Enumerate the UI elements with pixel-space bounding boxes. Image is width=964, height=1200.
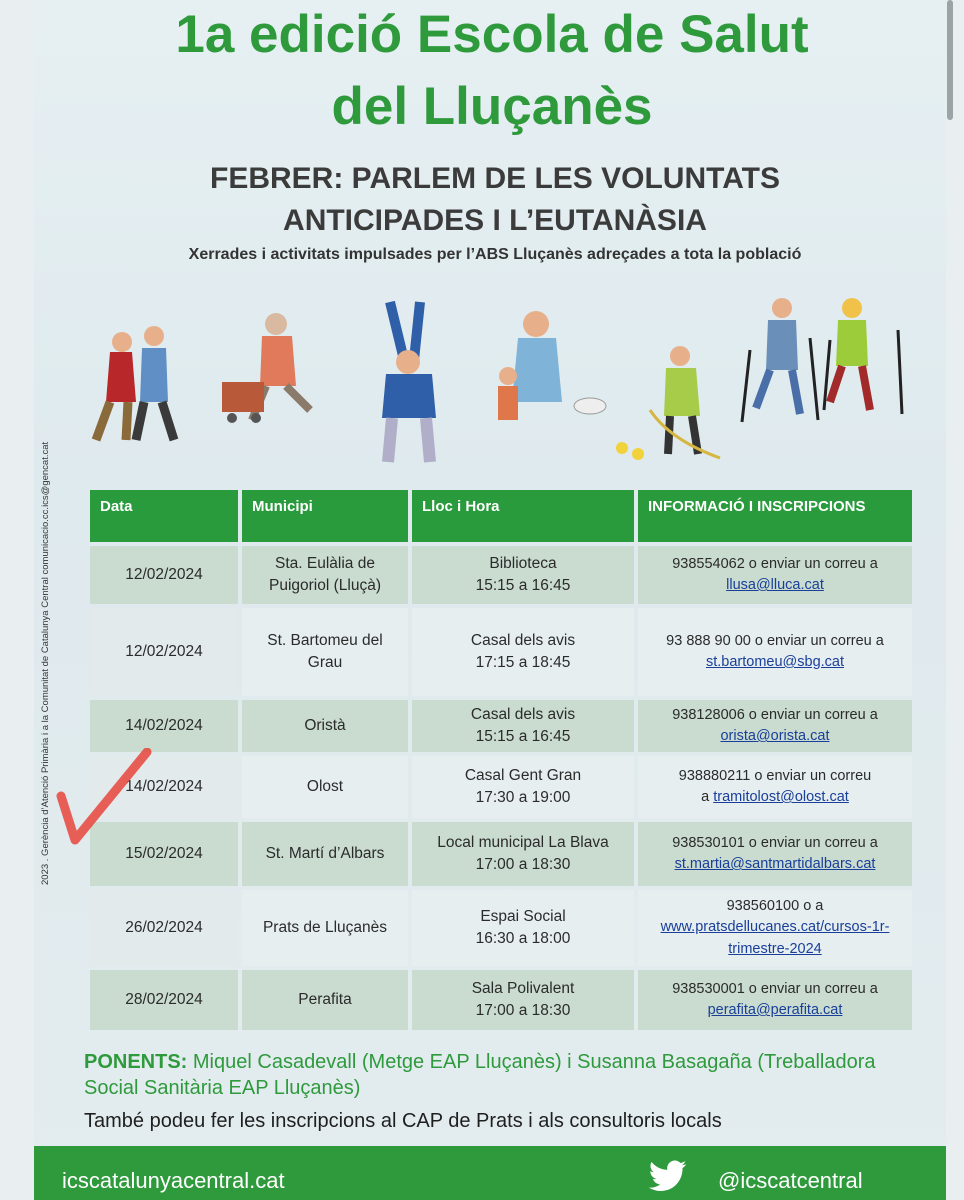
elderly-activities-illustration xyxy=(70,290,920,470)
email-link[interactable]: llusa@lluca.cat xyxy=(726,577,824,593)
info-text: 938530101 o enviar un correu a xyxy=(672,834,878,851)
email-link[interactable]: st.bartomeu@sbg.cat xyxy=(705,654,845,670)
column-header-date: Data xyxy=(90,490,238,542)
cell-municipi: Oristà xyxy=(242,700,408,752)
email-link[interactable]: st.martia@santmartidalbars.cat xyxy=(674,856,876,872)
table-row xyxy=(90,546,912,604)
municipi-line: Sta. Eulàlia de xyxy=(275,554,375,572)
time-text: 16:30 a 18:00 xyxy=(475,930,571,947)
email-link[interactable]: orista@orista.cat xyxy=(720,728,830,744)
speakers-label: PONENTS: xyxy=(84,1051,188,1073)
cell-municipi xyxy=(242,608,408,696)
cell-municipi: Olost xyxy=(242,756,408,818)
footer-website-link[interactable]: icscatalunyacentral.cat xyxy=(62,1168,285,1193)
gardener-figure xyxy=(616,346,720,460)
cell-info xyxy=(638,700,912,752)
column-header-info: INFORMACIÓ I INSCRIPCIONS xyxy=(638,490,912,542)
cell-info xyxy=(638,756,912,818)
time-text: 15:15 a 16:45 xyxy=(475,728,571,745)
email-link[interactable]: tramitolost@olost.cat xyxy=(713,789,849,805)
woman-child-dog-figure xyxy=(498,311,606,420)
time-text: 17:15 a 18:45 xyxy=(475,654,571,671)
info-text: 938128006 o enviar un correu a xyxy=(672,706,878,723)
cell-info xyxy=(638,890,912,966)
time-text: 17:00 a 18:30 xyxy=(475,1002,571,1019)
speakers-names: Miquel Casadevall (Metge EAP Lluçanès) i Susanna Basagaña (Treballadora Social Sanitària EAP Lluçanès) xyxy=(84,1051,876,1099)
info-text: 938554062 o enviar un correu a xyxy=(672,555,878,572)
poster-title-line1: 1a edició Escola de Salut xyxy=(175,5,809,64)
footer-bar xyxy=(34,1146,946,1200)
municipi-line: Puigoriol (Lluçà) xyxy=(269,577,381,594)
cell-municipi: St. Martí d’Albars xyxy=(242,822,408,886)
info-text: 93 888 90 00 o enviar un correu a xyxy=(666,632,884,649)
cell-lloc-hora xyxy=(412,890,634,966)
place-text: Sala Polivalent xyxy=(471,979,575,997)
table-header-row xyxy=(90,490,912,542)
cell-date: 15/02/2024 xyxy=(90,822,238,886)
stretching-man-figure xyxy=(382,302,436,462)
info-text: a xyxy=(701,789,714,805)
cell-lloc-hora xyxy=(412,546,634,604)
time-text: 15:15 a 16:45 xyxy=(475,577,571,594)
cell-info xyxy=(638,608,912,696)
info-text: 938880211 o enviar un correu xyxy=(678,767,872,784)
place-text: Biblioteca xyxy=(489,554,557,572)
cell-info xyxy=(638,546,912,604)
cell-lloc-hora xyxy=(412,822,634,886)
time-text: 17:00 a 18:30 xyxy=(475,856,571,873)
speakers-text xyxy=(84,1050,924,1101)
cell-date: 12/02/2024 xyxy=(90,546,238,604)
table-row xyxy=(90,822,912,886)
cell-info xyxy=(638,822,912,886)
scrollbar-thumb[interactable] xyxy=(947,0,953,120)
place-text: Casal dels avis xyxy=(470,631,576,649)
elderly-couple-figure xyxy=(96,326,174,440)
cell-date: 28/02/2024 xyxy=(90,970,238,1030)
website-link-continued[interactable]: trimestre-2024 xyxy=(728,940,822,957)
cell-lloc-hora xyxy=(412,608,634,696)
woman-with-cart-figure xyxy=(222,313,310,423)
info-text: 938560100 o a xyxy=(726,898,824,915)
place-text: Espai Social xyxy=(480,907,566,925)
cell-lloc-hora xyxy=(412,756,634,818)
table-row xyxy=(90,756,912,818)
table-row xyxy=(90,970,912,1030)
time-text: 17:30 a 19:00 xyxy=(475,789,571,806)
cell-date: 14/02/2024 xyxy=(90,756,238,818)
poster-tagline: Xerrades i activitats impulsades per l’ABS Lluçanès adreçades a tota la població xyxy=(188,246,802,263)
cell-municipi: Perafita xyxy=(242,970,408,1030)
cell-date: 14/02/2024 xyxy=(90,700,238,752)
place-text: Local municipal La Blava xyxy=(437,833,609,851)
column-header-municipi: Municipi xyxy=(242,490,408,542)
column-header-lloc-hora: Lloc i Hora xyxy=(412,490,634,542)
website-link[interactable]: www.pratsdellucanes.cat/cursos-1r- xyxy=(660,919,890,936)
cell-date: 26/02/2024 xyxy=(90,890,238,966)
poster-title-line2: del Lluçanès xyxy=(331,77,653,136)
schedule-table xyxy=(86,486,916,1034)
red-checkmark-icon xyxy=(55,748,155,848)
cell-info xyxy=(638,970,912,1030)
municipi-line: St. Bartomeu del xyxy=(267,631,383,649)
twitter-bird-icon xyxy=(648,1160,688,1194)
table-row xyxy=(90,608,912,696)
cell-municipi: Prats de Lluçanès xyxy=(242,890,408,966)
registration-note: També podeu fer les inscripcions al CAP de Prats i als consultoris locals xyxy=(84,1110,722,1132)
cell-lloc-hora xyxy=(412,700,634,752)
sidebar-credit: 2023 . Gerència d’Atenció Primària i a la Comunitat de Catalunya Central comunicacio.cc.ics@gencat.cat xyxy=(40,441,51,885)
cell-lloc-hora xyxy=(412,970,634,1030)
table-row xyxy=(90,700,912,752)
info-text: 938530001 o enviar un correu a xyxy=(672,980,878,997)
place-text: Casal dels avis xyxy=(470,705,576,723)
email-link[interactable]: perafita@perafita.cat xyxy=(707,1002,843,1018)
scrollbar[interactable] xyxy=(946,0,954,120)
table-row xyxy=(90,890,912,966)
cell-municipi xyxy=(242,546,408,604)
footer-twitter-handle[interactable]: @icscatcentral xyxy=(718,1168,863,1193)
poster-subtitle-line1: FEBRER: PARLEM DE LES VOLUNTATS xyxy=(210,162,780,195)
poster-subtitle-line2: ANTICIPADES I L’EUTANÀSIA xyxy=(283,204,707,237)
cell-date: 12/02/2024 xyxy=(90,608,238,696)
place-text: Casal Gent Gran xyxy=(464,766,582,784)
nordic-walkers-figure xyxy=(742,298,902,422)
municipi-line: Grau xyxy=(307,654,343,671)
